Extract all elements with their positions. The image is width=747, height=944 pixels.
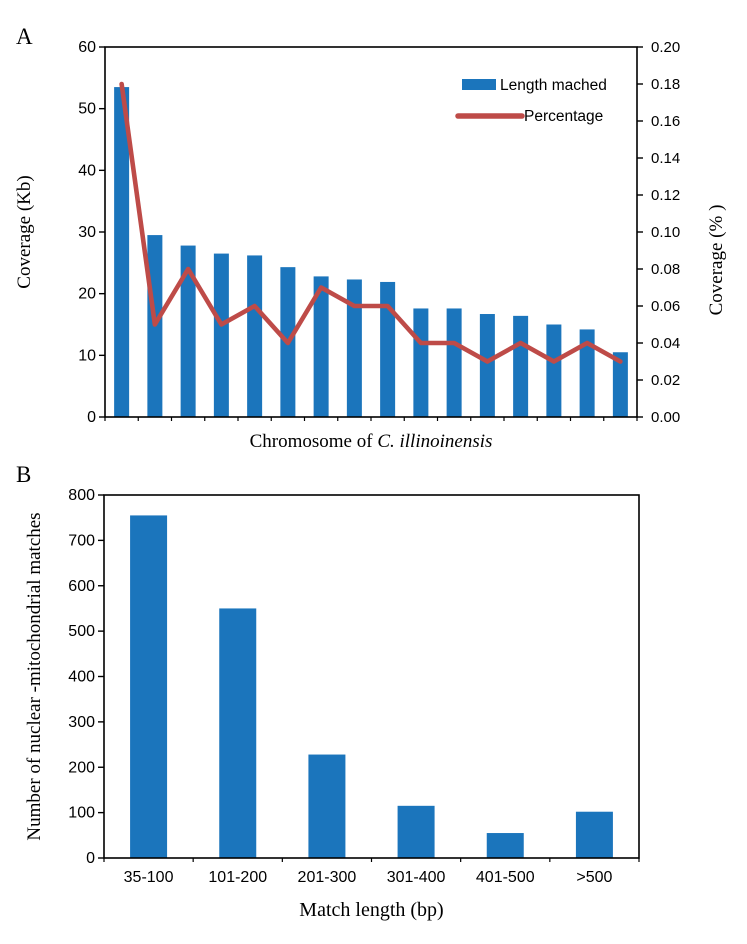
panel-a-bar-length-matched [247,255,262,417]
panel-a-bar-length-matched [513,316,528,417]
panel-b-bar-match-count [308,755,345,858]
panel-a-right-axis-tick-label: 0.10 [651,224,681,241]
panel-b-bar-match-count [487,833,524,858]
legend-label-length-matched: Length mached [500,77,607,94]
panel-b-y-axis-tick-label: 100 [68,804,95,822]
panel-b-bar-match-count [398,806,435,858]
panel-b-y-axis-title: Number of nuclear -mitochondrial matches [24,512,45,841]
panel-a-right-axis-tick-label: 0.12 [651,187,681,204]
panel-b-y-axis-tick-label: 0 [86,850,95,867]
panel-b-bar-match-count [576,812,613,858]
panel-a-right-axis-tick-label: 0.00 [651,409,681,426]
legend-label-percentage: Percentage [524,108,604,125]
panel-a-left-axis-tick-label: 0 [87,409,96,426]
panel-a-x-axis-title: Chromosome of C. illinoinensis [249,431,493,452]
panel-a-left-axis-tick-label: 40 [78,162,96,180]
panel-a-bar-length-matched [480,314,495,417]
legend-swatch-length-matched [462,79,496,90]
panel-a-right-axis-tick-label: 0.06 [651,298,681,315]
panel-b-x-axis-tick-label: 401-500 [475,869,535,886]
panel-b-y-axis-tick-label: 600 [68,577,95,595]
panel-a-left-axis-tick-label: 50 [78,100,96,118]
panel-b-y-axis-tick-label: 400 [68,668,95,686]
panel-a-bar-length-matched [380,282,395,417]
panel-b-bar-match-count [130,515,167,858]
panel-b-y-axis-tick-label: 700 [68,532,95,550]
panel-a-left-axis-tick-label: 20 [78,285,96,303]
panel-a-bar-length-matched [447,308,462,417]
panel-b-x-axis-tick-label: 301-400 [386,869,446,886]
panel-a-bar-length-matched [546,325,561,418]
panel-a-bar-length-matched [347,279,362,417]
panel-a-left-axis-tick-label: 30 [78,224,96,241]
panel-a-label: A [16,24,33,49]
panel-a-right-axis-tick-label: 0.08 [651,261,681,278]
panel-a-right-axis-tick-label: 0.16 [651,113,681,130]
panel-a-right-axis-tick-label: 0.02 [651,372,681,389]
panel-a-percentage-line [122,84,621,362]
panel-a-right-axis-tick-label: 0.14 [651,150,681,167]
panel-a-right-axis-tick-label: 0.18 [651,76,681,93]
panel-b-y-axis-tick-label: 200 [68,759,95,777]
panel-b-x-axis-tick-label: 101-200 [208,869,268,886]
panel-b-label: B [16,462,32,487]
panel-a-left-axis-tick-label: 60 [78,39,96,56]
panel-b-x-axis-tick-label: 201-300 [297,869,357,886]
panel-a-right-axis-tick-label: 0.20 [651,39,681,56]
panel-b-y-axis-tick-label: 800 [68,487,95,504]
panel-a-bar-length-matched [413,308,428,417]
panel-b-plot-border [104,495,639,858]
panel-b-y-axis-tick-label: 300 [68,713,95,731]
panel-a-right-axis-tick-label: 0.04 [651,335,681,352]
panel-b-x-axis-title: Match length (bp) [299,899,444,921]
panel-b-bar-match-count [219,608,256,858]
panel-a-left-axis-title: Coverage (Kb) [14,175,35,289]
panel-b-y-axis-tick-label: 500 [68,623,95,641]
panel-b-x-axis-tick-label: >500 [576,869,613,886]
panel-b-x-axis-tick-label: 35-100 [123,869,174,886]
panel-a-right-axis-title: Coverage (% ) [706,204,727,316]
panel-a-bar-length-matched [214,254,229,417]
panel-a-left-axis-tick-label: 10 [78,347,96,365]
